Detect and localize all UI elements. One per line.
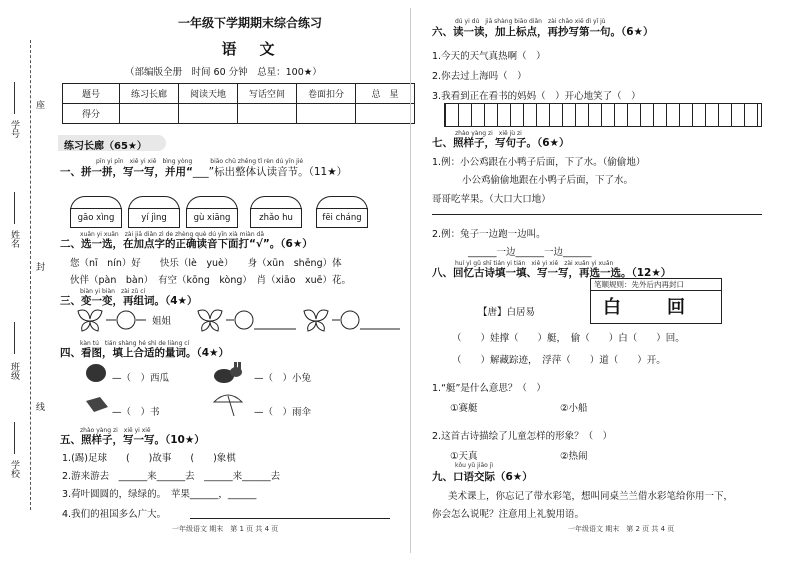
- stroke-rule-box: [590, 278, 722, 324]
- xingming-blank[interactable]: [14, 192, 15, 224]
- q5-line: 1.(踢)足球 ( )故事 ( )象棋: [62, 453, 236, 464]
- pinyin-house: gāo xìng: [70, 196, 120, 230]
- q6-title: 六、读一读，加上标点，再抄写第一句。（6★）: [432, 26, 654, 38]
- sample-word: 姐姐: [152, 316, 172, 327]
- q5-line: 2.游来游去 ______来______去 ______来______去: [62, 471, 281, 482]
- subject-title: 语 文: [221, 40, 279, 58]
- q7-line: 1.例：小公鸡跟在小鸭子后面，下了水。（偷偷地）: [432, 157, 646, 168]
- side-mark-feng: 封: [34, 262, 44, 271]
- q8-title: 八、回忆古诗填一填、写一写，再选一选。（12★）: [432, 267, 672, 279]
- poem-question: 1.“艇”是什么意思？（ ）: [432, 383, 546, 394]
- side-label-xuexiao: 学校: [9, 460, 19, 478]
- pinyin-line: zhào yàng zi xiě jù zi: [455, 130, 522, 137]
- pinyin-line: kàn tú tián shàng hé shì de liàng cí: [80, 340, 190, 347]
- score-cell[interactable]: [356, 104, 415, 124]
- pinyin-house: gù xiāng: [186, 196, 236, 230]
- q3-title: 三、变一变，再组词。（4★）: [60, 295, 198, 307]
- banner-text: 练习长廊（65★）: [64, 141, 147, 152]
- pinyin-line: dú yi dú jiā shàng biāo diǎn zài chāo xiě dì yī jù: [455, 18, 606, 25]
- q5-title: 五、照样子，写一写。（10★）: [60, 434, 205, 446]
- q7-line: ______一边______一边______: [468, 247, 592, 258]
- score-header: 题号: [63, 84, 120, 104]
- q7-line: 哥哥吃苹果。（大口大口地）: [432, 194, 551, 205]
- q9-line: 你会怎么说呢？注意用上礼貌用语。: [432, 509, 585, 520]
- xuehao-blank[interactable]: [14, 82, 15, 114]
- pinyin-line: xuǎn yi xuǎn zài jiā diǎn zì de zhèng què dú yīn xià miàn dǎ: [80, 231, 265, 238]
- score-table: [62, 83, 415, 124]
- q9-line: 美术课上，你忘记了带水彩笔，想叫同桌兰兰借水彩笔给你用一下，: [448, 491, 734, 502]
- copy-writing-grid[interactable]: [444, 103, 762, 127]
- answer-circle: [117, 311, 135, 329]
- q2-title: 二、选一选，在加点字的正确读音下面打“√”。（6★）: [60, 238, 313, 250]
- q2-row: 您（nī nín）好 快乐（lè yuè） 身（xūn shēng）体: [70, 258, 342, 269]
- binding-margin: [0, 0, 48, 561]
- exam-info: （部编版全册 时间 60 分钟 总星：100★）: [125, 67, 322, 78]
- q5-line: 3.荷叶圆圆的，绿绿的。 苹果______，______: [62, 489, 257, 500]
- measure-word-item: —（ ）书: [112, 407, 160, 418]
- option[interactable]: ②热闹: [560, 451, 588, 462]
- side-mark-zuo: 座: [34, 100, 44, 109]
- pinyin-house: fēi cháng: [316, 196, 366, 230]
- binding-line: [30, 40, 31, 510]
- rabbit-icon: [210, 360, 250, 384]
- answer-line[interactable]: [432, 214, 762, 215]
- poem-line: （ ）解藏踪迹， 浮萍（ ）道（ ）开。: [452, 355, 666, 366]
- score-header: 总 星: [356, 84, 415, 104]
- answer-circle: [235, 311, 253, 329]
- pinyin-house: yí jìng: [128, 196, 178, 230]
- answer-line[interactable]: [190, 518, 390, 519]
- poem-author: 【唐】白居易: [478, 307, 536, 318]
- q7-title: 七、照样子，写句子。（6★）: [432, 137, 570, 149]
- change-word-chain: [74, 307, 404, 333]
- sample-char: 回: [667, 297, 685, 318]
- q9-title: 九、口语交际（6★）: [432, 471, 533, 483]
- umbrella-icon: [210, 390, 246, 418]
- option[interactable]: ①天真: [450, 451, 478, 462]
- page-divider: [410, 8, 411, 553]
- score-header: 卷面扣分: [297, 84, 356, 104]
- page-footer: 一年级语文 期末 第 2 页 共 4 页: [568, 525, 675, 533]
- section-banner: [58, 135, 166, 151]
- side-label-banji: 班级: [9, 362, 19, 380]
- score-cell[interactable]: [238, 104, 297, 124]
- pinyin-line: pīn yi pīn xiě yi xiě bìng yòng biāo chū zhěng tǐ rèn dú yīn jié: [96, 158, 304, 165]
- q6-line: 1.今天的天气真热啊（ ）: [432, 51, 546, 62]
- option[interactable]: ①赛艇: [450, 403, 478, 414]
- watermelon-icon: [84, 362, 108, 384]
- score-cell[interactable]: [179, 104, 238, 124]
- q1-title: 一、拼一拼，写一写，并用“___”标出整体认读音节。（11★）: [60, 166, 348, 178]
- answer-circle: [341, 311, 359, 329]
- q5-line: 4.我们的祖国多么广大。: [62, 509, 167, 520]
- q2-row: 伙伴（pàn bàn） 有空（kōng kòng） 肖（xiāo xuē）花。: [70, 275, 352, 286]
- xuexiao-blank[interactable]: [14, 422, 15, 454]
- score-header: 阅读天地: [179, 84, 238, 104]
- pinyin-line: biàn yi biàn zài zǔ cí: [80, 288, 146, 295]
- q6-line: 2.你去过上海吗（ ）: [432, 71, 527, 82]
- pinyin-line: zhào yàng zi xiě yi xiě: [80, 427, 151, 434]
- book-icon: [84, 395, 110, 415]
- side-label-xuehao: 学号: [9, 120, 19, 138]
- q7-line: 小公鸡偷偷地跟在小鸭子后面，下了水。: [462, 175, 634, 186]
- banji-blank[interactable]: [14, 322, 15, 354]
- measure-word-item: —（ ）西瓜: [112, 373, 170, 384]
- butterfly-icon: [198, 310, 222, 331]
- q6-line: 3.我看到正在看书的妈妈（ ）开心地笑了（ ）: [432, 91, 641, 102]
- poem-line: （ ）娃撑（ ）艇， 偷（ ）白（ ）回。: [452, 333, 685, 344]
- score-header: 练习长廊: [120, 84, 179, 104]
- side-label-xingming: 姓名: [9, 230, 19, 248]
- poem-question: 2.这首古诗描绘了儿童怎样的形象？（ ）: [432, 431, 613, 442]
- q7-line: 2.例：兔子一边跑一边叫。: [432, 229, 546, 240]
- measure-word-item: —（ ）雨伞: [254, 407, 312, 418]
- sample-char: 白: [603, 297, 621, 318]
- measure-word-item: —（ ）小兔: [254, 373, 312, 384]
- score-header: 写话空间: [238, 84, 297, 104]
- exam-title: 一年级下学期期末综合练习: [177, 16, 322, 30]
- q4-title: 四、看图，填上合适的量词。（4★）: [60, 347, 229, 359]
- butterfly-icon: [78, 310, 102, 331]
- stroke-rule-label: 笔顺规则：先外后内再封口: [591, 279, 721, 291]
- score-label: 得分: [63, 104, 120, 124]
- pinyin-house: zhǎo hu: [250, 196, 300, 230]
- side-mark-xian: 线: [34, 402, 44, 411]
- pinyin-line: kǒu yǔ jiāo jì: [455, 462, 494, 469]
- pinyin-line: huí yì gǔ shī tián yi tián xiě yi xiě zài xuǎn yi xuǎn: [455, 260, 614, 267]
- page-footer: 一年级语文 期末 第 1 页 共 4 页: [172, 525, 279, 533]
- score-cell[interactable]: [120, 104, 179, 124]
- score-cell[interactable]: [297, 104, 356, 124]
- butterfly-icon: [304, 310, 328, 331]
- option[interactable]: ②小船: [560, 403, 588, 414]
